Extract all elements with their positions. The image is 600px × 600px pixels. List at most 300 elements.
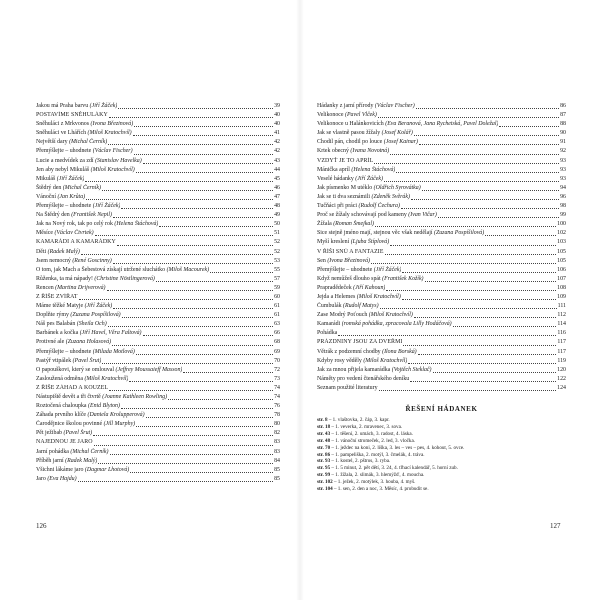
dot-leader — [422, 189, 559, 191]
solutions-list — [317, 417, 566, 493]
toc-title-text: Barbánek a kočka — [36, 330, 79, 337]
toc-page-number: 85 — [274, 475, 280, 482]
toc-page-number: 60 — [274, 293, 280, 300]
toc-page-number: 49 — [274, 212, 280, 219]
toc-title-text: O papouškovi, který se omlouval — [36, 366, 115, 373]
solution-text: – 1. těšení, 2. umách, 3. radost, 4. láska. — [330, 430, 413, 437]
toc-page-number: 90 — [560, 130, 566, 137]
solution-line — [317, 431, 566, 438]
toc-author: (Milada Motlová) — [92, 348, 135, 355]
toc-list-right — [317, 102, 566, 393]
toc-entry — [317, 375, 566, 384]
toc-page-number: 93 — [560, 157, 566, 164]
toc-entry-title — [36, 120, 133, 129]
toc-author: (romská pohádka, zpracovala Lilly Hodáčová) — [341, 321, 452, 328]
toc-page-number: 92 — [560, 148, 566, 155]
solution-line — [317, 458, 566, 465]
toc-title-text: Prapradědeček — [317, 284, 352, 291]
toc-entry-title — [317, 202, 400, 211]
solution-text: – 1. kostel, 2. pštros, 3. ryba. — [330, 458, 391, 465]
toc-entry-title — [36, 457, 97, 466]
toc-entry — [36, 193, 280, 202]
dot-leader — [414, 134, 559, 136]
toc-page-number: 43 — [274, 157, 280, 164]
toc-entry-title — [36, 138, 107, 147]
toc-author: (Jiří Žáček) — [56, 175, 85, 182]
dot-leader — [416, 107, 559, 109]
dot-leader — [130, 471, 273, 473]
dot-leader — [499, 125, 559, 127]
solution-ref: str. 102 — [317, 479, 333, 486]
solution-text: – 1. vlaštovka, 2. čáp, 3. kapr. — [327, 417, 390, 423]
toc-entry — [317, 302, 566, 311]
dot-leader — [414, 316, 557, 318]
dot-leader — [390, 244, 556, 246]
dot-leader — [143, 162, 273, 164]
solution-ref: str. 104 — [317, 486, 333, 493]
toc-page-number: 66 — [274, 330, 280, 337]
toc-entry — [36, 211, 280, 220]
toc-author: (Eva Beranová, Jana Rychetská, Pavel Doležal) — [385, 121, 499, 128]
dot-leader — [403, 344, 556, 346]
toc-title-text: Rencen — [36, 284, 54, 291]
toc-entry — [36, 311, 280, 320]
toc-entry-title — [36, 175, 84, 184]
dot-leader — [136, 353, 273, 355]
dot-leader — [79, 298, 274, 300]
solution-line — [317, 465, 566, 472]
solution-ref: str. 18 — [317, 423, 331, 430]
toc-entry — [317, 166, 566, 175]
dot-leader — [107, 289, 274, 291]
toc-entry — [317, 120, 566, 129]
toc-entry-title — [317, 111, 377, 120]
toc-page-number: 116 — [557, 330, 566, 337]
toc-entry-title — [36, 393, 167, 402]
toc-author: (Miloš Macourek) — [166, 266, 210, 273]
toc-entry-title — [36, 111, 108, 120]
dot-leader — [375, 225, 556, 227]
solution-line — [317, 445, 566, 452]
toc-title-text: Sněhuláci z Mrkvonos — [36, 121, 90, 128]
toc-entry-title — [36, 284, 106, 293]
toc-entry — [36, 257, 280, 266]
toc-author: (Václav Čtvrtek) — [54, 230, 94, 237]
toc-page-number: 87 — [560, 112, 566, 119]
dot-leader — [110, 453, 274, 455]
toc-entry-title — [317, 120, 498, 129]
toc-title-text: Lucie a medvídek za zdí — [36, 157, 94, 164]
toc-author: (Pavel Šrut) — [72, 357, 102, 364]
toc-page-number: 85 — [274, 466, 280, 473]
toc-entry — [36, 175, 280, 184]
toc-page-number: 117 — [557, 339, 566, 346]
toc-page-number: 80 — [274, 421, 280, 428]
dot-leader — [113, 262, 273, 264]
toc-entry-title — [36, 147, 133, 156]
toc-author: (Martina Drijverová) — [55, 284, 106, 291]
toc-entry — [36, 284, 280, 293]
toc-author: (František Nepil) — [71, 212, 112, 219]
solution-line — [317, 438, 566, 445]
toc-entry — [317, 357, 566, 366]
toc-page-number: 100 — [557, 221, 566, 228]
toc-entry-title — [36, 411, 145, 420]
toc-author: (Rudolf Čechura) — [358, 203, 400, 210]
toc-author: (Jan Krůta) — [57, 193, 86, 200]
toc-page-number: 63 — [274, 321, 280, 328]
toc-entry — [36, 120, 280, 129]
toc-page-number: 109 — [557, 293, 566, 300]
toc-list-left — [36, 102, 280, 484]
toc-entry — [317, 384, 566, 393]
solution-ref: str. 43 — [317, 430, 331, 437]
toc-entry-title — [317, 248, 384, 257]
toc-title-text: Pět ježibab — [36, 430, 63, 437]
toc-author: (Jiří Kahoun) — [353, 284, 386, 291]
toc-page-number: 74 — [274, 394, 280, 400]
dot-leader — [121, 407, 273, 409]
page-number-left: 126 — [36, 522, 47, 530]
toc-title-text: NAJEDNOU JE JARO — [36, 439, 93, 446]
toc-page-number: 119 — [557, 357, 566, 364]
toc-entry-title — [317, 348, 417, 357]
dot-leader — [113, 307, 273, 309]
toc-author: (Zuzana Pospíšilová) — [70, 312, 121, 319]
toc-title-text: Z ŘÍŠE ZVÍŘAT — [36, 293, 78, 300]
toc-title-text: Proč se žížaly schovávají pod kameny — [317, 212, 407, 219]
toc-title-text: Mikuláš — [36, 175, 56, 182]
toc-author: (Ilona Borská) — [382, 348, 417, 355]
toc-title-text: Přemýšlejte – uhodnete — [317, 266, 373, 273]
toc-entry — [317, 311, 566, 320]
toc-section-heading — [36, 111, 280, 120]
toc-entry-title — [317, 166, 395, 175]
toc-entry-title — [36, 320, 107, 329]
toc-entry — [317, 102, 566, 111]
solution-text: – 1. žížala, 2. slimák, 3. hlemýžď, 4. moucha. — [330, 472, 425, 479]
toc-entry-title — [317, 311, 413, 320]
toc-page-number: 74 — [274, 384, 280, 391]
dot-leader — [408, 362, 556, 364]
solution-text: – 1. vánoční stromeček, 2. led, 3. vločka. — [330, 437, 415, 444]
toc-entry-title — [36, 420, 135, 429]
toc-section-heading — [36, 238, 280, 247]
toc-title-text: Sen — [317, 257, 326, 264]
dot-leader — [384, 180, 559, 182]
toc-title-text: Sice stejně jméno mají, stejnou věc však nedělají — [317, 230, 433, 237]
toc-entry-title — [36, 348, 135, 357]
toc-entry-title — [317, 293, 401, 302]
toc-entry — [36, 357, 280, 366]
toc-entry — [36, 129, 280, 138]
toc-entry — [36, 202, 280, 211]
dot-leader — [433, 371, 557, 373]
toc-title-text: Pastýř vtipálek — [36, 357, 72, 364]
toc-entry — [36, 366, 280, 375]
toc-author: (František Kožík) — [382, 275, 424, 282]
toc-entry-title — [36, 302, 112, 311]
dot-leader — [133, 134, 274, 136]
toc-title-text: Myší kreslení — [317, 239, 350, 246]
dot-leader — [134, 153, 274, 155]
toc-entry-title — [36, 257, 112, 266]
solution-text: – 1. sen, 2. den a noc, 3. Měsíc, 4. probudit se. — [332, 486, 429, 493]
dot-leader — [113, 216, 273, 218]
toc-entry-title — [36, 357, 101, 366]
toc-entry — [36, 302, 280, 311]
toc-page-number: 94 — [560, 184, 566, 191]
toc-entry — [36, 393, 280, 402]
toc-title-text: Jakou má Praha barvu — [36, 103, 89, 109]
toc-entry — [36, 166, 280, 175]
toc-entry — [36, 275, 280, 284]
solutions-title: ŘEŠENÍ HÁDANEK — [405, 405, 478, 413]
toc-entry — [317, 147, 566, 156]
toc-author: (Ivana Novotná) — [350, 148, 390, 155]
toc-author: (Oldřich Syrovátka) — [373, 184, 421, 191]
toc-entry-title — [36, 329, 142, 338]
dot-leader — [109, 116, 273, 118]
toc-author: (Jiří Žáček) — [373, 266, 402, 273]
solution-ref: str. 95 — [317, 465, 331, 472]
dot-leader — [378, 116, 559, 118]
solution-ref: str. 99 — [317, 472, 331, 479]
toc-title-text: Jak se vlastně pasou žížaly — [317, 130, 381, 137]
dot-leader — [425, 280, 557, 282]
toc-entry — [36, 147, 280, 156]
toc-title-text: Velikonoce — [317, 112, 344, 119]
dot-leader — [121, 207, 273, 209]
right-page — [317, 102, 566, 493]
toc-author: (Eva Hajdu) — [47, 475, 77, 482]
toc-page-number: 40 — [274, 121, 280, 128]
toc-entry — [36, 220, 280, 229]
dot-leader — [93, 434, 273, 436]
toc-author: (Zuzana Pospíšilová) — [433, 230, 485, 237]
toc-author: (Josef Kainar) — [383, 139, 418, 146]
dot-leader — [453, 325, 557, 327]
toc-entry-title — [317, 320, 452, 329]
toc-title-text: Děti — [36, 248, 47, 255]
toc-entry — [317, 284, 566, 293]
toc-entry-title — [317, 157, 373, 166]
toc-author: (Stanislav Havelka) — [95, 157, 142, 164]
dot-leader — [402, 271, 556, 273]
toc-author: (Ivan Vičar) — [408, 212, 437, 219]
toc-title-text: Protivné ale — [36, 339, 65, 346]
dot-leader — [210, 271, 273, 273]
toc-page-number: 55 — [274, 266, 280, 273]
toc-title-text: Na Štědrý den — [36, 212, 70, 219]
toc-page-number: 41 — [274, 130, 280, 137]
toc-entry — [317, 329, 566, 338]
solution-text: – 1. veverka, 2. mravenec, 3. sova. — [330, 423, 403, 430]
toc-author: (Michal Černík) — [62, 184, 101, 191]
toc-page-number: 51 — [274, 230, 280, 237]
toc-page-number: 59 — [274, 284, 280, 291]
toc-entry — [36, 375, 280, 384]
toc-author: (Jiří Žáček) — [89, 103, 118, 109]
toc-entry-title — [36, 384, 108, 393]
toc-author: (Christine Nöstlingerová) — [94, 275, 155, 282]
toc-entry — [317, 348, 566, 357]
toc-title-text: Jak na Nový rok, tak po celý rok — [36, 221, 113, 228]
toc-entry — [36, 138, 280, 147]
toc-author: (Jill Murphy) — [103, 421, 136, 428]
toc-entry — [317, 257, 566, 266]
toc-page-number: 88 — [560, 121, 566, 128]
toc-page-number: 93 — [560, 166, 566, 173]
toc-entry — [36, 229, 280, 238]
toc-entry — [317, 320, 566, 329]
toc-page-number: 61 — [274, 312, 280, 319]
toc-entry — [36, 102, 280, 111]
toc-entry-title — [317, 147, 389, 156]
toc-author: (Pavel Šrut) — [63, 430, 93, 437]
toc-page-number: 93 — [560, 175, 566, 182]
toc-author: (Sheila Och) — [76, 321, 107, 328]
toc-title-text: Krtek obecný — [317, 148, 349, 155]
dot-leader — [183, 371, 273, 373]
toc-author: (Jiří Žáček) — [355, 175, 383, 182]
dot-leader — [390, 153, 559, 155]
toc-entry — [36, 457, 280, 466]
dot-leader — [108, 325, 273, 327]
toc-page-number: 114 — [557, 321, 566, 328]
toc-entry-title — [36, 311, 121, 320]
toc-page-number: 96 — [560, 193, 566, 200]
toc-entry-title — [36, 238, 116, 247]
toc-title-text: Přemýšlejte – uhodnete — [36, 203, 92, 210]
page-number-right: 127 — [550, 522, 561, 530]
toc-author: (Enid Blyton) — [88, 403, 120, 410]
toc-title-text: Zase Modrý Poťouch — [317, 312, 368, 319]
toc-page-number: 52 — [274, 248, 280, 255]
toc-author: (Pavel Vlček) — [344, 112, 377, 119]
toc-entry — [36, 448, 280, 457]
dot-leader — [485, 234, 556, 236]
toc-author: (Miloš Kratochvíl) — [84, 375, 129, 382]
toc-page-number: 105 — [557, 248, 566, 255]
toc-entry — [317, 202, 566, 211]
toc-entry — [36, 157, 280, 166]
solution-line — [317, 472, 566, 479]
toc-author: (Helena Štáchová) — [114, 221, 159, 228]
toc-author: (Jiří Havel, Věra Faltová) — [79, 330, 142, 337]
toc-title-text: Pohádka — [317, 330, 338, 337]
toc-entry-title — [317, 338, 402, 347]
toc-entry-title — [317, 302, 379, 311]
toc-title-text: KAMARÁDI A KAMARÁDKY — [36, 239, 116, 246]
toc-entry — [36, 320, 280, 329]
toc-section-heading — [317, 248, 566, 257]
toc-entry — [317, 184, 566, 193]
dot-leader — [78, 480, 274, 482]
toc-entry — [317, 111, 566, 120]
toc-page-number: 106 — [557, 266, 566, 273]
toc-title-text: Náš pes Balabán — [36, 321, 76, 328]
toc-title-text: Z ŘÍŠE ZÁHAD A KOUZEL — [36, 384, 109, 391]
toc-page-number: 61 — [274, 303, 280, 310]
toc-page-number: 52 — [274, 239, 280, 246]
toc-title-text: Hádanky z jarní přírody — [317, 103, 374, 109]
toc-entry — [36, 329, 280, 338]
toc-entry-title — [36, 248, 80, 257]
toc-author: (René Goscinny) — [72, 257, 112, 264]
toc-entry-title — [36, 438, 93, 447]
toc-author: (Radek Malý) — [47, 248, 80, 255]
toc-title-text: Sněhuláci ve Lhářích — [36, 130, 87, 137]
dot-leader — [401, 207, 559, 209]
toc-entry-title — [36, 193, 85, 202]
dot-leader — [338, 334, 556, 336]
dot-leader — [168, 398, 273, 400]
toc-page-number: 48 — [274, 203, 280, 210]
toc-author: (Dagmar Lhotová) — [84, 466, 130, 473]
toc-entry — [317, 293, 566, 302]
toc-title-text: Kamarádi — [317, 321, 341, 328]
toc-title-text: Zasloužená odměna — [36, 375, 83, 382]
toc-entry — [36, 184, 280, 193]
toc-page-number: 122 — [557, 375, 566, 382]
toc-entry-title — [36, 475, 77, 484]
toc-entry — [317, 229, 566, 238]
toc-title-text: Roztočená chaloupka — [36, 403, 87, 410]
solution-line — [317, 417, 566, 424]
toc-entry-title — [36, 293, 78, 302]
dot-leader — [86, 198, 273, 200]
toc-author: (Daniela Krolupperová) — [87, 412, 145, 419]
toc-page-number: 72 — [274, 366, 280, 373]
toc-author: (Zdeněk Svěrák) — [371, 193, 410, 200]
dot-leader — [117, 244, 273, 246]
dot-leader — [95, 234, 274, 236]
dot-leader — [98, 462, 273, 464]
dot-leader — [122, 316, 274, 318]
toc-title-text: Všichni lákáme jaro — [36, 466, 84, 473]
toc-page-number: 103 — [557, 239, 566, 246]
dot-leader — [159, 225, 273, 227]
toc-title-text: Jak se ti dva seznámili — [317, 193, 371, 200]
toc-page-number: 42 — [274, 139, 280, 146]
toc-title-text: POSTAVÍME SNĚHULÁKY — [36, 112, 108, 119]
toc-page-number: 40 — [274, 112, 280, 119]
dot-leader — [396, 171, 559, 173]
dot-leader — [129, 380, 273, 382]
toc-title-text: Čarodějnice školou povinné — [36, 421, 103, 428]
toc-page-number: 73 — [274, 375, 280, 382]
dot-leader — [102, 189, 273, 191]
toc-title-text: Nástupiště devět a tři čtvrtě — [36, 394, 101, 400]
toc-title-text: Jejda a Helemes — [317, 293, 356, 300]
toc-title-text: Kdyby rosy věděly — [317, 357, 362, 364]
toc-title-text: Jak písmenko M utéklo — [317, 184, 373, 191]
toc-page-number: 98 — [560, 203, 566, 210]
dot-leader — [371, 262, 556, 264]
toc-title-text: Záhada prvního klíče — [36, 412, 87, 419]
toc-entry — [317, 129, 566, 138]
solution-ref: str. 93 — [317, 458, 331, 465]
toc-author: (Jiří Žáček) — [92, 203, 121, 210]
toc-author: (Jeffrey Moussaieff Masson) — [115, 366, 183, 373]
toc-title-text: Jarní pohádka — [36, 448, 69, 455]
toc-entry-title — [36, 275, 155, 284]
toc-entry-title — [317, 275, 424, 284]
toc-page-number: 120 — [557, 366, 566, 373]
toc-page-number: 124 — [557, 384, 566, 391]
toc-title-text: V ŘÍŠI SNŮ A FANTAZIE — [317, 248, 384, 255]
